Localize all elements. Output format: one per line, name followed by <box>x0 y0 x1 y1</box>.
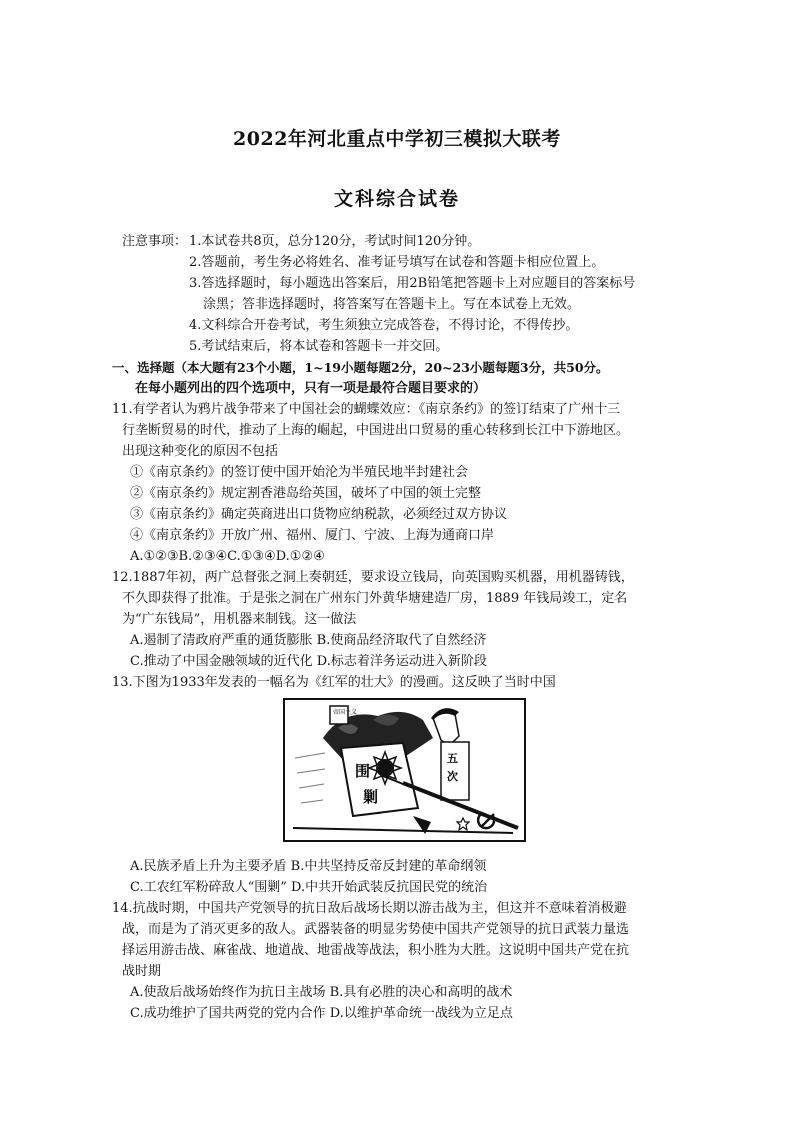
cartoon-image <box>283 698 526 842</box>
exam-title: 2022年河北重点中学初三模拟大联考 <box>233 128 561 150</box>
cartoon-text-wei: 围 <box>355 762 371 780</box>
q14-options: A.使敌后战场始终作为抗日主战场 B.具有必胜的决心和高明的战术 <box>130 985 513 1000</box>
question-12: 不久即获得了批准。于是张之洞在广州东门外黄华塘建造厂房，1889 年钱局竣工，定名 <box>122 591 628 606</box>
question-12: 12.1887年初，两广总督张之洞上奏朝廷，要求设立钱局，向英国购买机器，用机器铸钱， <box>112 570 634 585</box>
cartoon-text-ci: 次 <box>447 770 458 783</box>
q13-options: C.工农红军粉碎敌人“围剿” D.中共开始武装反抗国民党的统治 <box>130 880 488 895</box>
question-11: 出现这种变化的原因不包括 <box>122 444 279 459</box>
q13-options: A.民族矛盾上升为主要矛盾 B.中共坚持反帝反封建的革命纲领 <box>130 859 487 874</box>
cartoon-sign-text: 帝国主义 <box>333 709 358 716</box>
notice-item: 3.答选择题时，每小题选出答案后，用2B铅笔把答题卡上对应题目的答案标号 <box>189 276 636 291</box>
q11-item: ③《南京条约》确定英商进出口货物应纳税款，必须经过双方协议 <box>130 507 508 522</box>
question-14: 14.抗战时期，中国共产党领导的抗日敌后战场长期以游击战为主，但这并不意味着消极避 <box>112 901 627 916</box>
notice-label: 注意事项： <box>122 234 188 249</box>
cartoon-text-jiao: 剿 <box>363 788 379 806</box>
question-11: 行垄断贸易的时代，推动了上海的崛起，中国进出口贸易的重心转移到长江中下游地区。 <box>122 423 630 438</box>
question-14: 择运用游击战、麻雀战、地道战、地雷战等战法，积小胜为大胜。这说明中国共产党在抗 <box>122 943 630 958</box>
q11-item: ②《南京条约》规定割香港岛给英国，破坏了中国的领土完整 <box>130 486 482 501</box>
q11-item: ①《南京条约》的签订使中国开始沦为半殖民地半封建社会 <box>130 465 469 480</box>
question-12: 为“广东钱局”，用机器来制钱。这一做法 <box>122 612 357 627</box>
q12-options: C.推动了中国金融领域的近代化 D.标志着洋务运动进入新阶段 <box>130 654 487 669</box>
q11-options: A.①②③B.②③④C.①③④D.①②④ <box>130 549 325 564</box>
notice-item: 1.本试卷共8页，总分120分，考试时间120分钟。 <box>189 234 481 249</box>
notice-item: 4.文科综合开卷考试，考生须独立完成答卷，不得讨论，不得传抄。 <box>189 318 579 333</box>
exam-subtitle: 文科综合试卷 <box>333 188 460 210</box>
cartoon-text-wu: 五 <box>447 752 458 765</box>
notice-item: 5.考试结束后，将本试卷和答题卡一并交回。 <box>189 339 449 354</box>
notice-item: 涂黑；答非选择题时，将答案写在答题卡上。写在本试卷上无效。 <box>203 297 581 312</box>
q11-item: ④《南京条约》开放广州、福州、厦门、宁波、上海为通商口岸 <box>130 528 495 543</box>
section-header-note: 在每小题列出的四个选项中，只有一项是最符合题目要求的） <box>135 381 487 396</box>
notice-item: 2.答题前，考生务必将姓名、准考证号填写在试卷和答题卡相应位置上。 <box>189 255 605 270</box>
section-header: 一、选择题（本大题有23个小题，1~19小题每题2分，20~23小题每题3分，共50分。 <box>112 360 609 375</box>
q14-options: C.成功维护了国共两党的党内合作 D.以维护革命统一战线为立足点 <box>130 1006 513 1021</box>
question-14: 战时期 <box>122 964 162 979</box>
question-11: 11.有学者认为鸦片战争带来了中国社会的蝴蝶效应：《南京条约》的签订结束了广州十三 <box>112 402 621 417</box>
question-14: 战，而是为了消灭更多的敌人。武器装备的明显劣势使中国共产党领导的抗日武装力量选 <box>122 922 630 937</box>
question-13: 13.下图为1933年发表的一幅名为《红军的壮大》的漫画。这反映了当时中国 <box>112 675 556 690</box>
q12-options: A.遏制了清政府严重的通货膨胀 B.使商品经济取代了自然经济 <box>130 633 487 648</box>
